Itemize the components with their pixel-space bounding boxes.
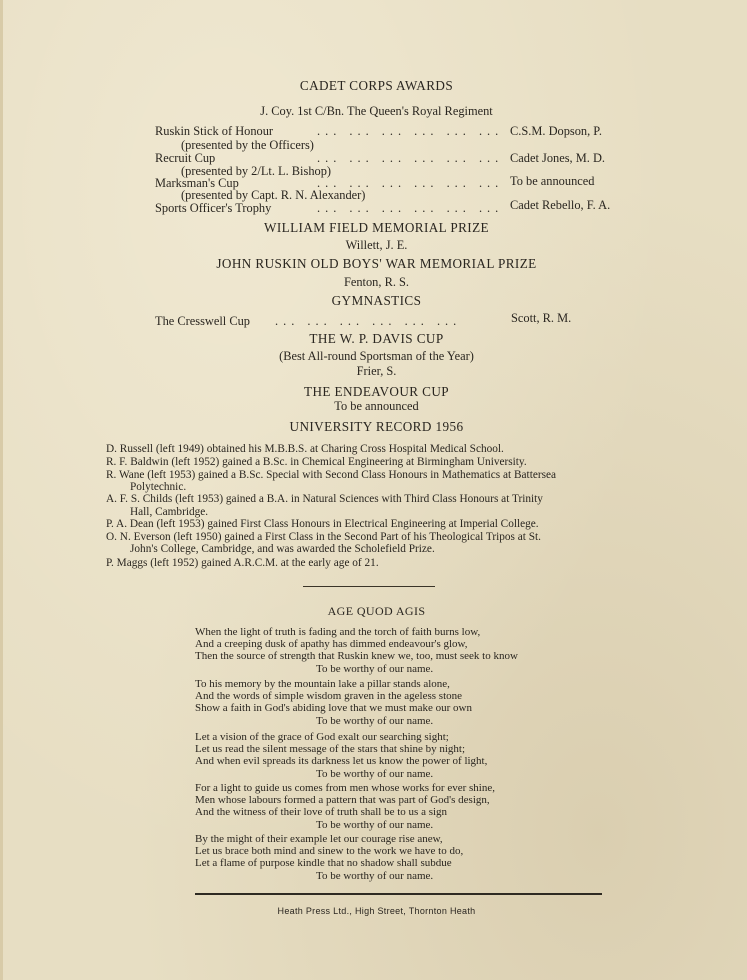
university-entry: P. A. Dean (left 1953) gained First Class Honours in Electrical Engineering at Imperial College. xyxy=(106,518,539,530)
poem-refrain: To be worthy of our name. xyxy=(316,714,434,727)
award-note: (presented by Capt. R. N. Alexander) xyxy=(181,188,366,202)
poem-line: To his memory by the mountain lake a pillar stands alone, xyxy=(195,678,450,690)
university-entry: O. N. Everson (left 1950) gained a First Class in the Second Part of his Theological Tripos at St. xyxy=(106,531,541,543)
award-label: Sports Officer's Trophy xyxy=(155,201,272,215)
poem-line: Let a flame of purpose kindle that no shadow shall subdue xyxy=(195,857,452,870)
wp-davis-title: THE W. P. DAVIS CUP xyxy=(309,331,444,346)
poem-stanza xyxy=(195,678,472,727)
poem-stanza xyxy=(195,626,518,675)
dot-leader: ... ... ... ... ... ... xyxy=(317,176,504,190)
footer-rule xyxy=(195,893,602,895)
poem-stanza xyxy=(195,833,463,882)
william-field-title: WILLIAM FIELD MEMORIAL PRIZE xyxy=(264,220,489,235)
poem-line: By the might of their example let our courage rise anew, xyxy=(195,833,443,845)
gymnastics-label: The Cresswell Cup xyxy=(155,314,250,328)
university-entry-continued: John's College, Cambridge, and was awarded the Scholefield Prize. xyxy=(130,543,435,555)
university-entry: R. Wane (left 1953) gained a B.Sc. Special with Second Class Honours in Mathematics at Battersea xyxy=(106,469,557,481)
award-label: Recruit Cup xyxy=(155,151,216,165)
gymnastics-title: GYMNASTICS xyxy=(331,293,422,308)
poem-refrain: To be worthy of our name. xyxy=(316,662,434,675)
poem-line: Men whose labours formed a pattern that was part of God's design, xyxy=(195,794,490,807)
section-divider xyxy=(303,586,435,587)
dot-leader: ... ... ... ... ... ... xyxy=(275,314,462,328)
university-title: UNIVERSITY RECORD 1956 xyxy=(289,419,464,434)
wp-davis-winner: Frier, S. xyxy=(356,364,397,378)
poem-line: And a creeping dusk of apathy has dimmed endeavour's glow, xyxy=(195,638,468,651)
dot-leader: ... ... ... ... ... ... xyxy=(317,151,504,165)
university-entry: P. Maggs (left 1952) gained A.R.C.M. at the early age of 21. xyxy=(106,557,379,569)
award-label: Marksman's Cup xyxy=(155,176,239,190)
poem-line: Show a faith in God's abiding love that we must make our own xyxy=(195,702,472,715)
john-ruskin-title: JOHN RUSKIN OLD BOYS' WAR MEMORIAL PRIZE xyxy=(216,256,537,271)
university-entry: D. Russell (left 1949) obtained his M.B.B.S. at Charing Cross Hospital Medical School. xyxy=(106,443,504,455)
john-ruskin-winner: Fenton, R. S. xyxy=(343,275,410,289)
award-winner: To be announced xyxy=(510,174,595,188)
poem-line: For a light to guide us comes from men whose works for ever shine, xyxy=(195,782,495,794)
wp-davis-subtitle: (Best All-round Sportsman of the Year) xyxy=(279,349,474,363)
poem-line: Let us read the silent message of the stars that shine by night; xyxy=(195,743,466,756)
poem-stanza xyxy=(195,782,495,831)
award-winner: Cadet Jones, M. D. xyxy=(510,151,605,165)
dot-leader: ... ... ... ... ... ... xyxy=(317,124,504,138)
printer-imprint: Heath Press Ltd., High Street, Thornton Heath xyxy=(277,906,476,916)
poem-line: Let a vision of the grace of God exalt our searching sight; xyxy=(195,731,449,743)
poem-refrain: To be worthy of our name. xyxy=(316,818,434,831)
cadet-corps-subtitle: J. Coy. 1st C/Bn. The Queen's Royal Regiment xyxy=(260,104,493,118)
poem-title: AGE QUOD AGIS xyxy=(327,604,426,618)
university-entry-continued: Polytechnic. xyxy=(130,481,187,493)
poem-line: And the witness of their love of truth shall be to us a sign xyxy=(195,806,448,819)
university-entry: A. F. S. Childs (left 1953) gained a B.A. in Natural Sciences with Third Class Honours at Trinity xyxy=(106,493,543,505)
university-entry-continued: Hall, Cambridge. xyxy=(130,506,209,518)
dot-leader: ... ... ... ... ... ... xyxy=(317,201,504,215)
william-field-winner: Willett, J. E. xyxy=(345,238,408,252)
endeavour-title: THE ENDEAVOUR CUP xyxy=(303,384,450,399)
gymnastics-winner: Scott, R. M. xyxy=(511,311,572,325)
award-label: Ruskin Stick of Honour xyxy=(155,124,274,138)
award-note: (presented by the Officers) xyxy=(181,138,314,152)
poem-line: And the words of simple wisdom graven in the ageless stone xyxy=(195,690,463,703)
poem-refrain: To be worthy of our name. xyxy=(316,869,434,882)
cadet-corps-title: CADET CORPS AWARDS xyxy=(299,78,454,93)
endeavour-winner: To be announced xyxy=(334,399,419,413)
poem-stanza xyxy=(195,731,487,780)
poem-refrain: To be worthy of our name. xyxy=(316,767,434,780)
university-entry: R. F. Baldwin (left 1952) gained a B.Sc. in Chemical Engineering at Birmingham University. xyxy=(106,456,527,468)
award-note: (presented by 2/Lt. L. Bishop) xyxy=(181,164,332,178)
award-winner: Cadet Rebello, F. A. xyxy=(510,198,611,212)
award-winner: C.S.M. Dopson, P. xyxy=(510,124,602,138)
poem-line: And when evil spreads its darkness let us know the power of light, xyxy=(195,755,488,768)
poem-line: Then the source of strength that Ruskin knew we, too, must seek to know xyxy=(195,650,518,663)
poem-line: When the light of truth is fading and the torch of faith burns low, xyxy=(195,626,481,638)
poem-line: Let us brace both mind and sinew to the work we have to do, xyxy=(195,845,464,858)
